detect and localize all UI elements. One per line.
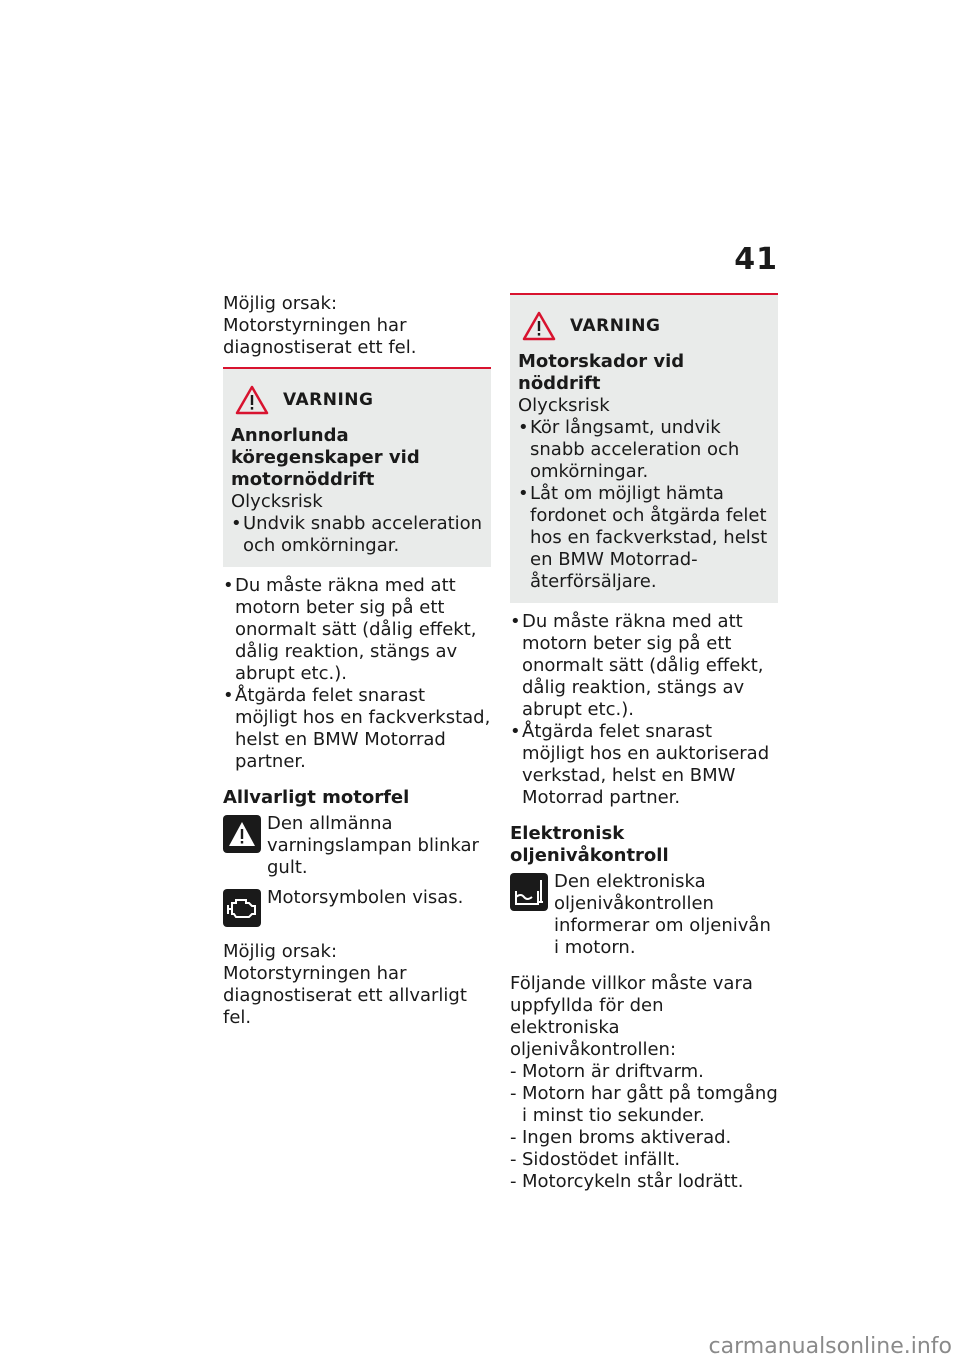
list-item: • Du måste räkna med att motorn beter sig på ett onormalt sätt (dålig effekt, dålig reaktion, stängs av abrupt etc.). xyxy=(510,611,778,721)
watermark: carmanualsonline.info xyxy=(708,1334,952,1359)
cause-text: Motorstyrningen har diagnostiserat ett fel. xyxy=(223,315,417,358)
left-column xyxy=(223,293,491,1029)
general-warning-icon xyxy=(223,815,261,853)
cause-label: Möjlig orsak: xyxy=(223,293,338,314)
icon-description: Den allmänna varningslampan blinkar gult. xyxy=(267,813,479,878)
cause-label: Möjlig orsak: xyxy=(223,941,338,962)
warning-box xyxy=(223,367,491,567)
icon-description: Den elektroniska oljenivåkontrollen informerar om oljenivån i motorn. xyxy=(554,871,771,958)
warning-title: VARNING xyxy=(570,316,661,336)
section-heading: Elektronisk oljenivåkontroll xyxy=(510,823,669,866)
warning-box xyxy=(510,293,778,603)
warning-heading: Motorskador vid nöddrift xyxy=(518,351,685,394)
section-heading: Allvarligt motorfel xyxy=(223,787,410,808)
cause-text: Motorstyrningen har diagnostiserat ett allvarligt fel. xyxy=(223,963,467,1028)
list-item: • Åtgärda felet snarast möjligt hos en auktoriserad verkstad, helst en BMW Motorrad partner. xyxy=(510,721,778,809)
conditions-intro: Följande villkor måste vara uppfyllda för den elektroniska oljenivåkontrollen: xyxy=(510,973,753,1060)
oil-level-icon xyxy=(510,873,548,911)
condition-item: - Motorn är driftvarm. xyxy=(510,1061,778,1083)
warning-heading: Annorlunda köregenskaper vid motornöddrift xyxy=(231,425,420,490)
condition-item: - Motorcykeln står lodrätt. xyxy=(510,1171,778,1193)
engine-icon xyxy=(223,889,261,927)
icon-description: Motorsymbolen visas. xyxy=(267,887,464,908)
warning-title: VARNING xyxy=(283,390,374,410)
list-item: • Du måste räkna med att motorn beter sig på ett onormalt sätt (dålig effekt, dålig reaktion, stängs av abrupt etc.). xyxy=(223,575,491,685)
right-column xyxy=(510,293,778,1193)
warning-triangle-icon xyxy=(522,311,556,341)
warning-bullet: • Låt om möjligt hämta fordonet och åtgärda felet hos en fackverkstad, helst en BMW Motorrad-återförsäljare. xyxy=(518,483,770,593)
list-item: • Åtgärda felet snarast möjligt hos en fackverkstad, helst en BMW Motorrad partner. xyxy=(223,685,491,773)
condition-item: - Motorn har gått på tomgång i minst tio sekunder. xyxy=(510,1083,778,1127)
warning-bullet: • Kör långsamt, undvik snabb acceleration och omkörningar. xyxy=(518,417,770,483)
warning-risk: Olycksrisk xyxy=(518,395,610,416)
warning-bullet: • Undvik snabb acceleration och omkörningar. xyxy=(231,513,483,557)
condition-item: - Sidostödet infällt. xyxy=(510,1149,778,1171)
page-number: 41 xyxy=(734,242,778,277)
condition-item: - Ingen broms aktiverad. xyxy=(510,1127,778,1149)
warning-risk: Olycksrisk xyxy=(231,491,323,512)
warning-triangle-icon xyxy=(235,385,269,415)
